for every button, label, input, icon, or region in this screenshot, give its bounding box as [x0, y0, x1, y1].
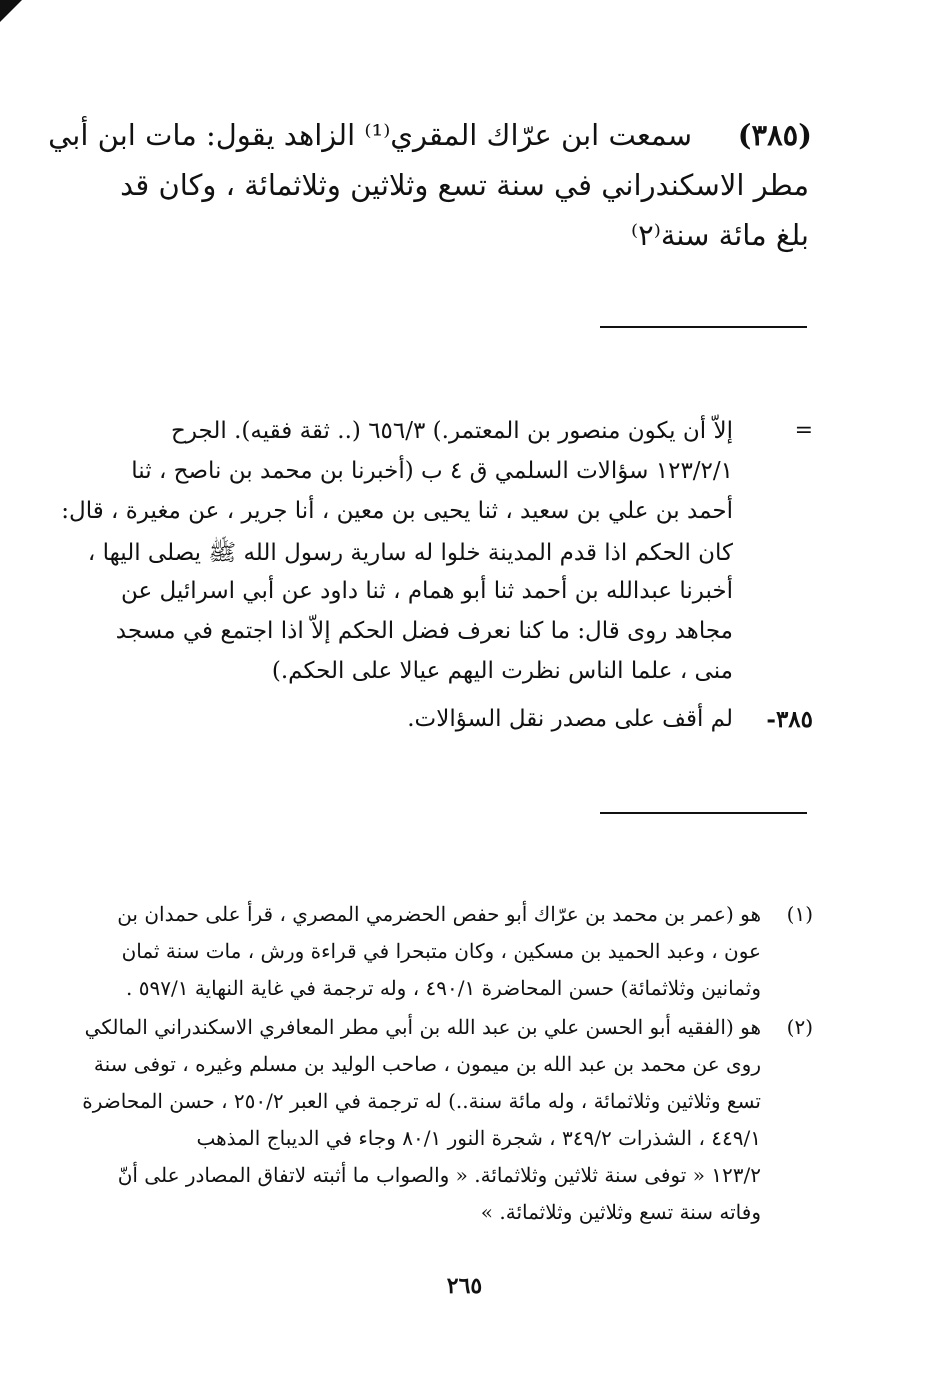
footnote-1-line: هو (عمر بن محمد بن عرّاك أبو حفص الحضرمي المصري ، قرأ على حمدان بن	[117, 902, 761, 926]
note-line: إلاّ أن يكون منصور بن المعتمر.) ٦٥٦/٣ (.. ثقة فقيه). الجرح	[171, 418, 733, 444]
footnote-2-line: تسع وثلاثين وثلاثمائة ، وله مائة سنة..) له ترجمة في العبر ٢٥٠/٢ ، حسن المحاضرة	[82, 1089, 761, 1113]
entry-line-3: بلغ مائة سنة⁽٢⁾	[631, 218, 809, 252]
footnote-2-line: وفاته سنة تسع وثلاثين وثلاثمائة. »	[480, 1200, 761, 1224]
separator-rule-1	[600, 326, 807, 328]
note-385-label: ٣٨٥-	[766, 706, 813, 733]
note-line: أخبرنا عبدالله بن أحمد ثنا أبو همام ، ثنا داود عن أبي اسرائيل عن	[120, 578, 733, 604]
note-line: مجاهد روى قال: ما كنا نعرف فضل الحكم إلاّ اذا اجتمع في مسجد	[115, 618, 733, 644]
entry-line-2: مطر الاسكندراني في سنة تسع وثلاثين وثلاثمائة ، وكان قد	[120, 168, 809, 202]
entry-line-1: سمعت ابن عرّاك المقري⁽¹⁾ الزاهد يقول: مات ابن أبي	[48, 118, 692, 152]
footnote-1-mark: (١)	[786, 902, 813, 926]
corner-mark	[0, 0, 22, 22]
note-line: كان الحكم اذا قدم المدينة خلوا له سارية رسول الله ﷺ يصلى اليها ،	[87, 540, 733, 566]
footnote-2-line: ١٢٣/٢ « توفى سنة ثلاثين وثلاثمائة. « والصواب ما أثبته لاتفاق المصادر على أنّ	[117, 1163, 761, 1187]
footnote-2-line: ٤٤٩/١ ، الشذرات ٣٤٩/٢ ، شجرة النور ٨٠/١ وجاء في الديباج المذهب	[196, 1126, 761, 1150]
footnote-1-line: وثمانين وثلاثمائة) حسن المحاضرة ٤٩٠/١ ، وله ترجمة في غاية النهاية ٥٩٧/١ .	[126, 976, 761, 1000]
footnote-1-line: عون ، وعبد الحميد بن مسكين ، وكان متبحرا في قراءة ورش ، مات سنة ثمان	[121, 939, 761, 963]
footnote-2-mark: (٢)	[786, 1015, 813, 1039]
footnote-2-line: روى عن محمد بن عبد الله بن ميمون ، صاحب الوليد بن مسلم وغيره ، توفى سنة	[93, 1052, 761, 1076]
note-385-text: لم أقف على مصدر نقل السؤالات.	[407, 706, 733, 732]
entry-number: (٣٨٥)	[737, 118, 812, 152]
page-number: ٢٦٥	[446, 1273, 483, 1299]
note-line: منى ، علما الناس نظرت اليهم عيالا على الحكم.)	[271, 658, 733, 684]
footnote-2-line: هو (الفقيه أبو الحسن علي بن عبد الله بن أبي مطر المعافري الاسكندراني المالكي	[84, 1015, 761, 1039]
note-line: أحمد بن علي بن سعيد ، ثنا يحيى بن معين ، أنا جرير ، عن مغيرة ، قال:	[61, 498, 733, 524]
continuation-mark: =	[794, 418, 813, 443]
note-line: ١٢٣/٢/١ سؤالات السلمي ق ٤ ب (أخبرنا بن محمد بن ناصح ، ثنا	[131, 458, 733, 484]
separator-rule-2	[600, 812, 807, 814]
